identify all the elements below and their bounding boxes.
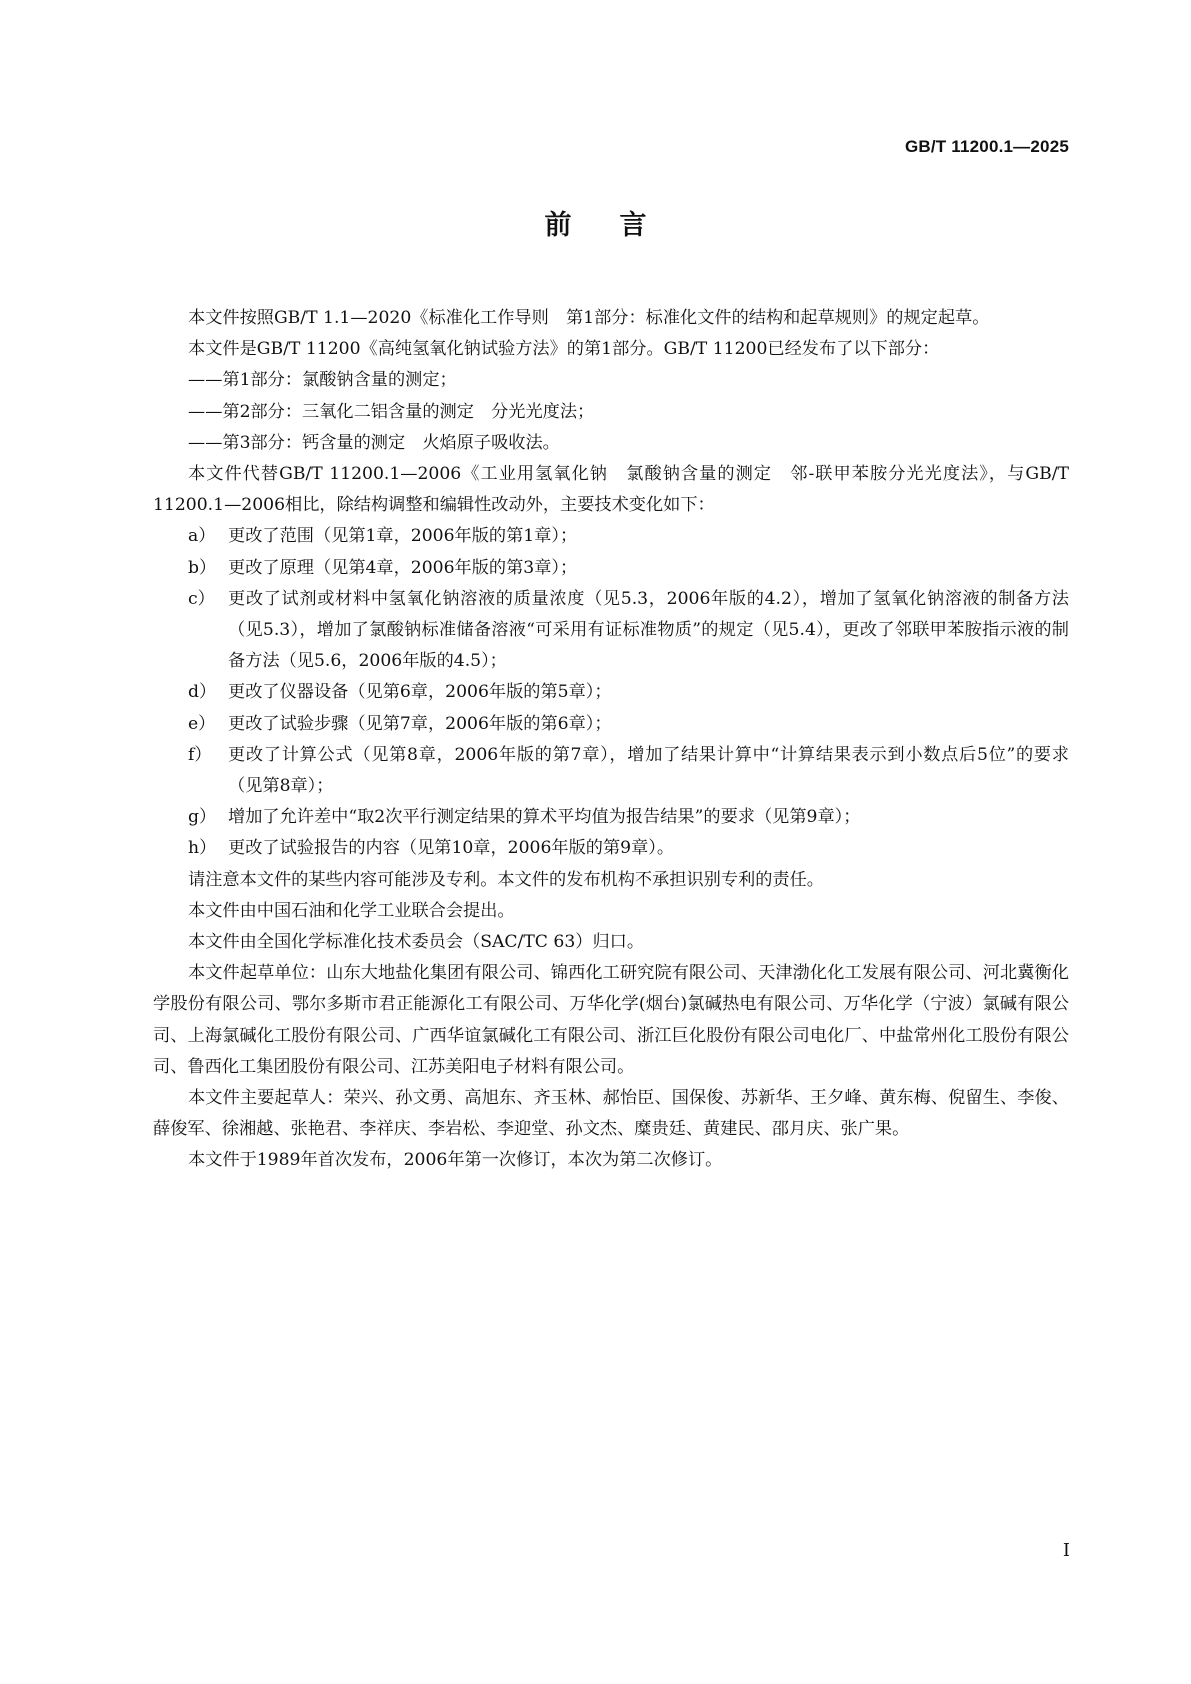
change-label: c） [188, 588, 215, 609]
change-text: 更改了范围（见第1章，2006年版的第1章）； [228, 526, 578, 547]
paragraph-publication-history: 本文件于1989年首次发布，2006年第一次修订，本次为第二次修订。 [188, 1150, 723, 1171]
page-number: I [1062, 1540, 1070, 1561]
change-text: 更改了试验报告的内容（见第10章，2006年版的第9章）。 [228, 838, 675, 859]
change-label: g） [188, 807, 217, 828]
change-label: b） [188, 557, 217, 578]
change-text: 更改了仪器设备（见第6章，2006年版的第5章）； [228, 682, 612, 703]
list-item-part-3: ——第3部分：钙含量的测定 火焰原子吸收法。 [188, 432, 560, 453]
change-item-g [153, 802, 1069, 833]
document-body [153, 303, 1069, 1177]
change-text: 更改了原理（见第4章，2006年版的第3章）； [228, 557, 578, 578]
paragraph-proposed-by: 本文件由中国石油和化学工业联合会提出。 [188, 900, 515, 921]
paragraph-replacement: 本文件代替GB/T 11200.1—2006《工业用氢氧化钠 氯酸钠含量的测定 邻-联甲苯胺分光光度法》，与GB/T 11200.1—2006相比，除结构调整和编辑性改动外，主要技术变化如下： [153, 464, 1069, 516]
change-item-a [153, 521, 1069, 552]
list-item-part-1: ——第1部分：氯酸钠含量的测定； [188, 370, 457, 391]
change-text: 更改了计算公式（见第8章，2006年版的第7章），增加了结果计算中“计算结果表示到小数点后5位”的要求（见第8章）； [228, 744, 1069, 797]
paragraph-drafting-organizations: 本文件起草单位：山东大地盐化集团有限公司、锦西化工研究院有限公司、天津渤化化工发展有限公司、河北冀衡化学股份有限公司、鄂尔多斯市君正能源化工有限公司、万华化学(烟台)氯碱热电有限公司、万华化学（宁波）氯碱有限公司、上海氯碱化工股份有限公司、广西华谊氯碱化工有限公司、浙江巨化股份有限公司电化厂、中盐常州化工股份有限公司、鲁西化工集团股份有限公司、江苏美阳电子材料有限公司。 [153, 963, 1069, 1077]
change-item-b [153, 553, 1069, 584]
list-item-part-2: ——第2部分：三氧化二铝含量的测定 分光光度法； [188, 401, 595, 422]
change-label: e） [188, 713, 216, 734]
change-text: 更改了试剂或材料中氢氧化钠溶液的质量浓度（见5.3，2006年版的4.2），增加了氢氧化钠溶液的制备方法（见5.3），增加了氯酸钠标准储备溶液“可采用有证标准物质”的规定（见5.4），更改了邻联甲苯胺指示液的制备方法（见5.6，2006年版的4.5）； [228, 588, 1069, 672]
change-label: f） [188, 744, 212, 765]
change-label: d） [188, 682, 217, 703]
change-item-e [153, 709, 1069, 740]
change-item-c [153, 584, 1069, 678]
change-text: 更改了试验步骤（见第7章，2006年版的第6章）； [228, 713, 612, 734]
paragraph-administered-by: 本文件由全国化学标准化技术委员会（SAC/TC 63）归口。 [188, 932, 645, 953]
change-item-d [153, 677, 1069, 708]
paragraph-main-drafters: 本文件主要起草人：荣兴、孙文勇、高旭东、齐玉林、郝怡臣、国保俊、苏新华、王夕峰、黄东梅、倪留生、李俊、薛俊军、徐湘越、张艳君、李祥庆、李岩松、李迎堂、孙文杰、糜贵廷、黄建民、邵月庆、张广果。 [153, 1088, 1069, 1140]
standard-number: GB/T 11200.1—2025 [904, 137, 1069, 156]
paragraph-series-intro: 本文件是GB/T 11200《高纯氢氧化钠试验方法》的第1部分。GB/T 11200已经发布了以下部分： [188, 339, 940, 360]
change-label: a） [188, 526, 216, 547]
change-text: 增加了允许差中“取2次平行测定结果的算术平均值为报告结果”的要求（见第9章）； [228, 807, 861, 828]
change-label: h） [188, 838, 217, 859]
page-title: 前言 [544, 210, 695, 241]
paragraph-drafting-basis: 本文件按照GB/T 1.1—2020《标准化工作导则 第1部分：标准化文件的结构和起草规则》的规定起草。 [188, 308, 990, 328]
change-item-h [153, 833, 1069, 864]
change-item-f [153, 740, 1069, 802]
paragraph-patent-notice: 请注意本文件的某些内容可能涉及专利。本文件的发布机构不承担识别专利的责任。 [188, 869, 824, 890]
